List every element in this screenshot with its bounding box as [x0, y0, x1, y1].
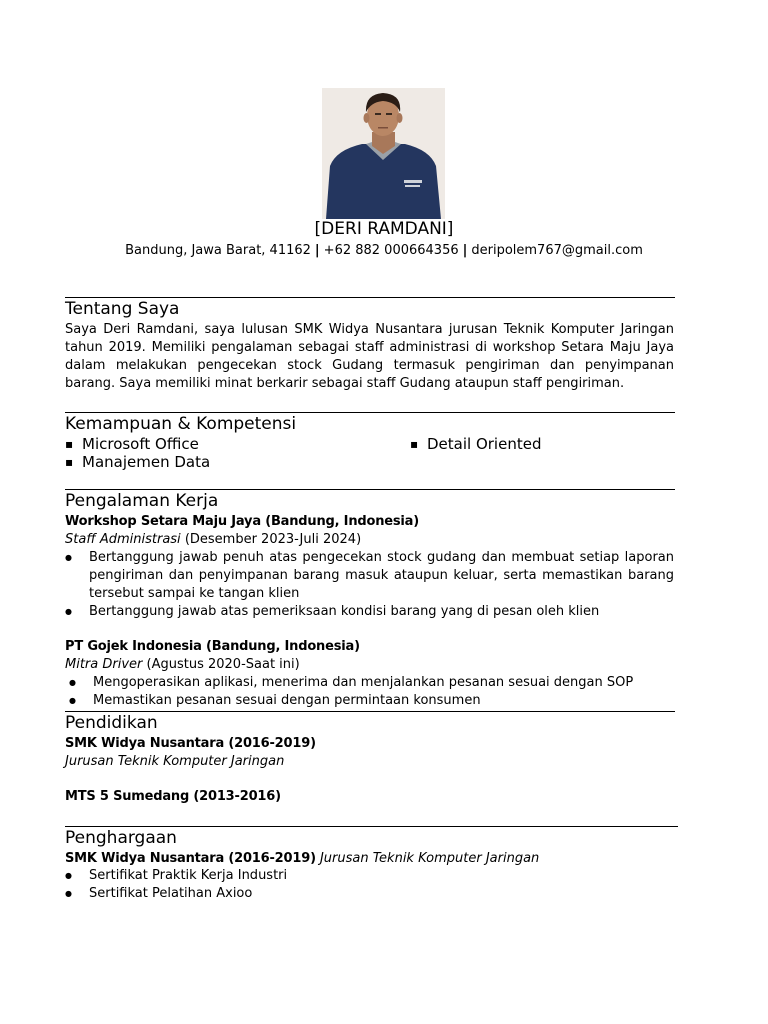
list-item: ● Sertifikat Praktik Kerja Industri — [65, 867, 674, 885]
list-item: ● Mengoperasikan aplikasi, menerima dan menjalankan pesanan sesuai dengan SOP — [69, 674, 674, 692]
school-detail: Jurusan Teknik Komputer Jaringan — [65, 754, 285, 769]
skill-item: ▪ Microsoft Office — [65, 435, 210, 453]
list-item: ● Sertifikat Pelatihan Axioo — [65, 885, 674, 903]
profile-photo — [322, 88, 445, 219]
awards-list — [65, 867, 674, 903]
skill-item: ▪ Detail Oriented — [410, 435, 541, 453]
section-title-education: Pendidikan — [65, 713, 158, 733]
school-name: SMK Widya Nusantara (2016-2019) — [65, 851, 316, 866]
full-name: [DERI RAMDANI] — [314, 219, 454, 239]
school-name: SMK Widya Nusantara (2016-2019) — [65, 736, 316, 751]
school-detail: Jurusan Teknik Komputer Jaringan — [319, 851, 540, 866]
skills-list-right — [410, 435, 541, 453]
list-item: ● Bertanggung jawab penuh atas pengecekan stock gudang dan membuat setiap laporan pengiriman dan penyimpanan barang masuk ataupun keluar, serta memastikan barang tersebut sampai ke tangan klien — [65, 549, 674, 603]
job-company: PT Gojek Indonesia (Bandung, Indonesia) — [65, 639, 360, 654]
contact-line — [0, 243, 768, 258]
about-text: Saya Deri Ramdani, saya lulusan SMK Widya Nusantara jurusan Teknik Komputer Jaringan tahun 2019. Memiliki pengalaman sebagai staff administrasi di workshop Setara Maju Jaya dalam melakukan pengecekan stock Gudang termasuk pengiriman dan penyimpanan barang. Saya memiliki minat berkarir sebagai staff Gudang ataupun staff pengiriman. — [65, 322, 674, 391]
list-item: ● Memastikan pesanan sesuai dengan permintaan konsumen — [69, 692, 674, 710]
job-role: Mitra Driver — [65, 657, 143, 672]
section-title-awards: Penghargaan — [65, 828, 177, 848]
separator: | — [314, 243, 320, 258]
skill-item: ▪ Manajemen Data — [65, 453, 210, 471]
school-name: MTS 5 Sumedang (2013-2016) — [65, 789, 281, 804]
section-title-about: Tentang Saya — [65, 299, 180, 319]
job-role: Staff Administrasi — [65, 532, 181, 547]
job-duties-list — [69, 674, 674, 710]
award-school-line — [65, 850, 674, 868]
separator: | — [462, 243, 468, 258]
job-role-line — [65, 656, 674, 674]
section-title-experience: Pengalaman Kerja — [65, 491, 219, 511]
skills-list-left — [65, 435, 210, 471]
location: Bandung, Jawa Barat, 41162 — [125, 243, 311, 258]
list-item: ● Bertanggung jawab atas pemeriksaan kondisi barang yang di pesan oleh klien — [65, 603, 674, 621]
section-divider — [65, 412, 675, 413]
phone-number: +62 882 000664356 — [323, 243, 459, 258]
section-title-skills: Kemampuan & Kompetensi — [65, 414, 297, 434]
job-company: Workshop Setara Maju Jaya (Bandung, Indonesia) — [65, 514, 419, 529]
job-period: (Agustus 2020-Saat ini) — [146, 657, 300, 672]
section-divider — [65, 826, 678, 827]
job-role-line — [65, 531, 674, 549]
job-duties-list — [65, 549, 674, 621]
section-divider — [65, 489, 675, 490]
section-divider — [65, 711, 675, 712]
email-address[interactable]: deripolem767@gmail.com — [471, 243, 643, 258]
job-period: (Desember 2023-Juli 2024) — [184, 532, 362, 547]
section-divider — [65, 297, 675, 298]
